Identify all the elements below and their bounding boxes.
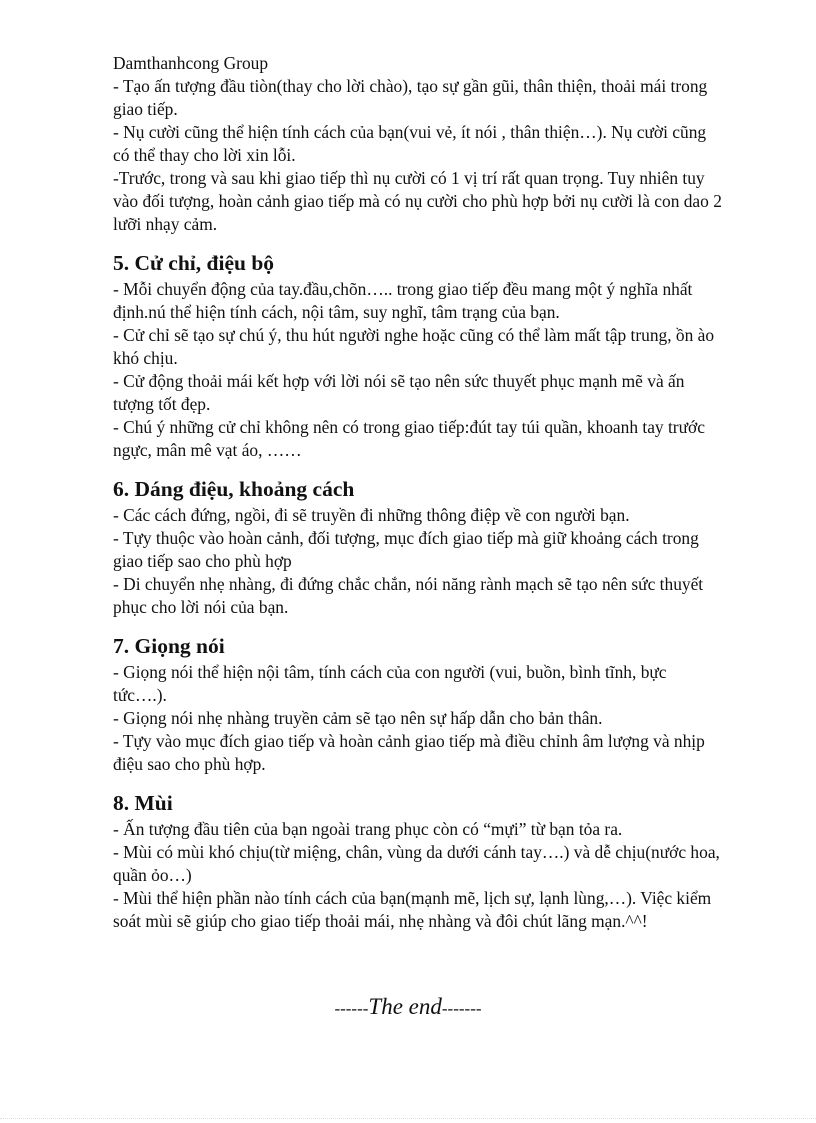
ending-dashes-right: ------- <box>441 999 482 1018</box>
section-paragraph: - Giọng nói thể hiện nội tâm, tính cách của con người (vui, buồn, bình tĩnh, bực tức….). <box>113 662 667 705</box>
section-gestures <box>113 250 723 462</box>
section-heading: 7. Giọng nói <box>113 634 225 658</box>
section-paragraph: - Cử động thoải mái kết hợp với lời nói sẽ tạo nên sức thuyết phục mạnh mẽ và ấn tượng tốt đẹp. <box>113 371 685 414</box>
section-heading: 5. Cử chỉ, điệu bộ <box>113 251 275 275</box>
section-paragraph: - Tựy thuộc vào hoàn cảnh, đối tượng, mục đích giao tiếp mà giữ khoảng cách trong giao tiếp sao cho phù hợp <box>113 528 699 571</box>
section-paragraph: - Di chuyển nhẹ nhàng, đi đứng chắc chắn, nói năng rành mạch sẽ tạo nên sức thuyết phục cho lời nói của bạn. <box>113 574 704 617</box>
section-paragraph: - Cử chỉ sẽ tạo sự chú ý, thu hút người nghe hoặc cũng có thể làm mất tập trung, ồn ào khó chịu. <box>113 325 715 368</box>
section-heading: 8. Mùi <box>113 791 173 815</box>
section-paragraph: - Mỗi chuyển động của tay.đầu,chõn….. trong giao tiếp đều mang một ý nghĩa nhất định.nú thể hiện tính cách, nội tâm, suy nghĩ, tâm trạng của bạn. <box>113 279 693 322</box>
section-paragraph: - Giọng nói nhẹ nhàng truyền cảm sẽ tạo nên sự hấp dẫn cho bản thân. <box>113 708 603 728</box>
section-paragraph: - Chú ý những cử chỉ không nên có trong giao tiếp:đút tay túi quần, khoanh tay trước ngực, mân mê vạt áo, …… <box>113 417 705 460</box>
section-posture <box>113 476 723 619</box>
ending-dashes-left: ------ <box>334 999 369 1018</box>
section-heading: 6. Dáng điệu, khoảng cách <box>113 477 355 501</box>
page-bottom-divider <box>0 1118 816 1119</box>
intro-block <box>113 75 723 236</box>
ending-text: The end <box>368 994 442 1019</box>
group-name: Damthanhcong Group <box>113 53 269 73</box>
intro-paragraph: - Nụ cười cũng thể hiện tính cách của bạn(vui vẻ, ít nói , thân thiện…). Nụ cười cũng có thể thay cho lời xin lỗi. <box>113 122 707 165</box>
section-scent <box>113 790 723 933</box>
the-end-line <box>0 994 816 1020</box>
intro-paragraph: -Trước, trong và sau khi giao tiếp thì nụ cười có 1 vị trí rất quan trọng. Tuy nhiên tuy vào đối tượng, hoàn cảnh giao tiếp mà có nụ cười cho phù hợp bởi nụ cười là con dao 2 lưỡi nhạy cảm. <box>113 168 722 234</box>
section-paragraph: - Tựy vào mục đích giao tiếp và hoàn cảnh giao tiếp mà điều chỉnh âm lượng và nhịp điệu sao cho phù hợp. <box>113 731 705 774</box>
section-paragraph: - Các cách đứng, ngồi, đi sẽ truyền đi những thông điệp về con người bạn. <box>113 505 630 525</box>
section-paragraph: - Ấn tượng đầu tiên của bạn ngoài trang phục còn có “mựi” từ bạn tỏa ra. <box>113 819 623 839</box>
section-paragraph: - Mùi có mùi khó chịu(từ miệng, chân, vùng da dưới cánh tay….) và dễ chịu(nước hoa, quần ỏo…) <box>113 842 720 885</box>
section-paragraph: - Mùi thể hiện phần nào tính cách của bạn(mạnh mẽ, lịch sự, lạnh lùng,…). Việc kiểm soát mùi sẽ giúp cho giao tiếp thoải mái, nhẹ nhàng và đôi chút lãng mạn.^^! <box>113 888 712 931</box>
document-body <box>113 52 723 933</box>
section-voice <box>113 633 723 776</box>
intro-paragraph: - Tạo ấn tượng đầu tiòn(thay cho lời chào), tạo sự gần gũi, thân thiện, thoải mái trong giao tiếp. <box>113 76 708 119</box>
